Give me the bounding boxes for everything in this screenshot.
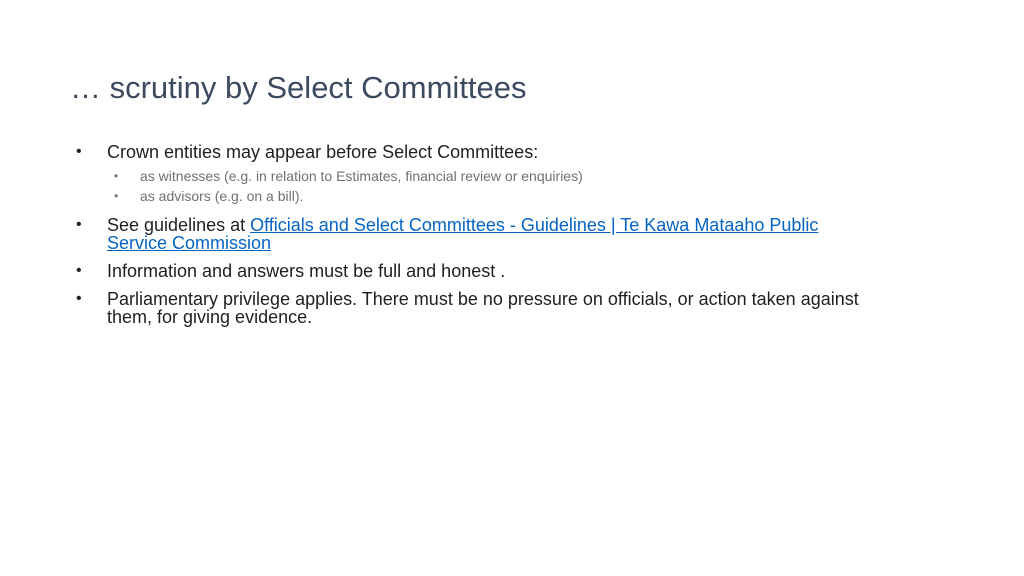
sub-bullet-dot: • xyxy=(114,169,119,183)
bullet-text: Information and answers must be full and honest . xyxy=(107,261,506,281)
bullet-text: Parliamentary privilege applies. There must be no pressure on officials, or action taken against them, for giving evidence. xyxy=(107,289,859,327)
bullet-dot: • xyxy=(76,290,82,307)
bullet-item xyxy=(76,290,876,326)
sub-bullet-dot: • xyxy=(114,189,119,203)
bullet-item xyxy=(76,216,876,252)
bullet-item xyxy=(76,143,876,161)
sub-bullet-item xyxy=(76,186,876,206)
bullet-list xyxy=(76,143,876,326)
bullet-dot: • xyxy=(76,143,82,160)
sub-bullet-item xyxy=(76,166,876,186)
bullet-text-prefix: See guidelines at xyxy=(107,215,251,235)
sub-bullet-text: as advisors (e.g. on a bill). xyxy=(140,188,304,204)
bullet-dot: • xyxy=(76,262,82,279)
bullet-text: Crown entities may appear before Select Committees: xyxy=(107,142,539,162)
sub-bullet-text: as witnesses (e.g. in relation to Estimates, financial review or enquiries) xyxy=(140,168,583,184)
slide-title: … scrutiny by Select Committees xyxy=(70,70,527,105)
sub-bullet-list xyxy=(76,166,876,206)
guidelines-link[interactable]: Officials and Select Committees - Guidelines | Te Kawa Mataaho Public Service Commission xyxy=(107,215,819,253)
bullet-dot: • xyxy=(76,216,82,233)
bullet-item xyxy=(76,262,876,280)
